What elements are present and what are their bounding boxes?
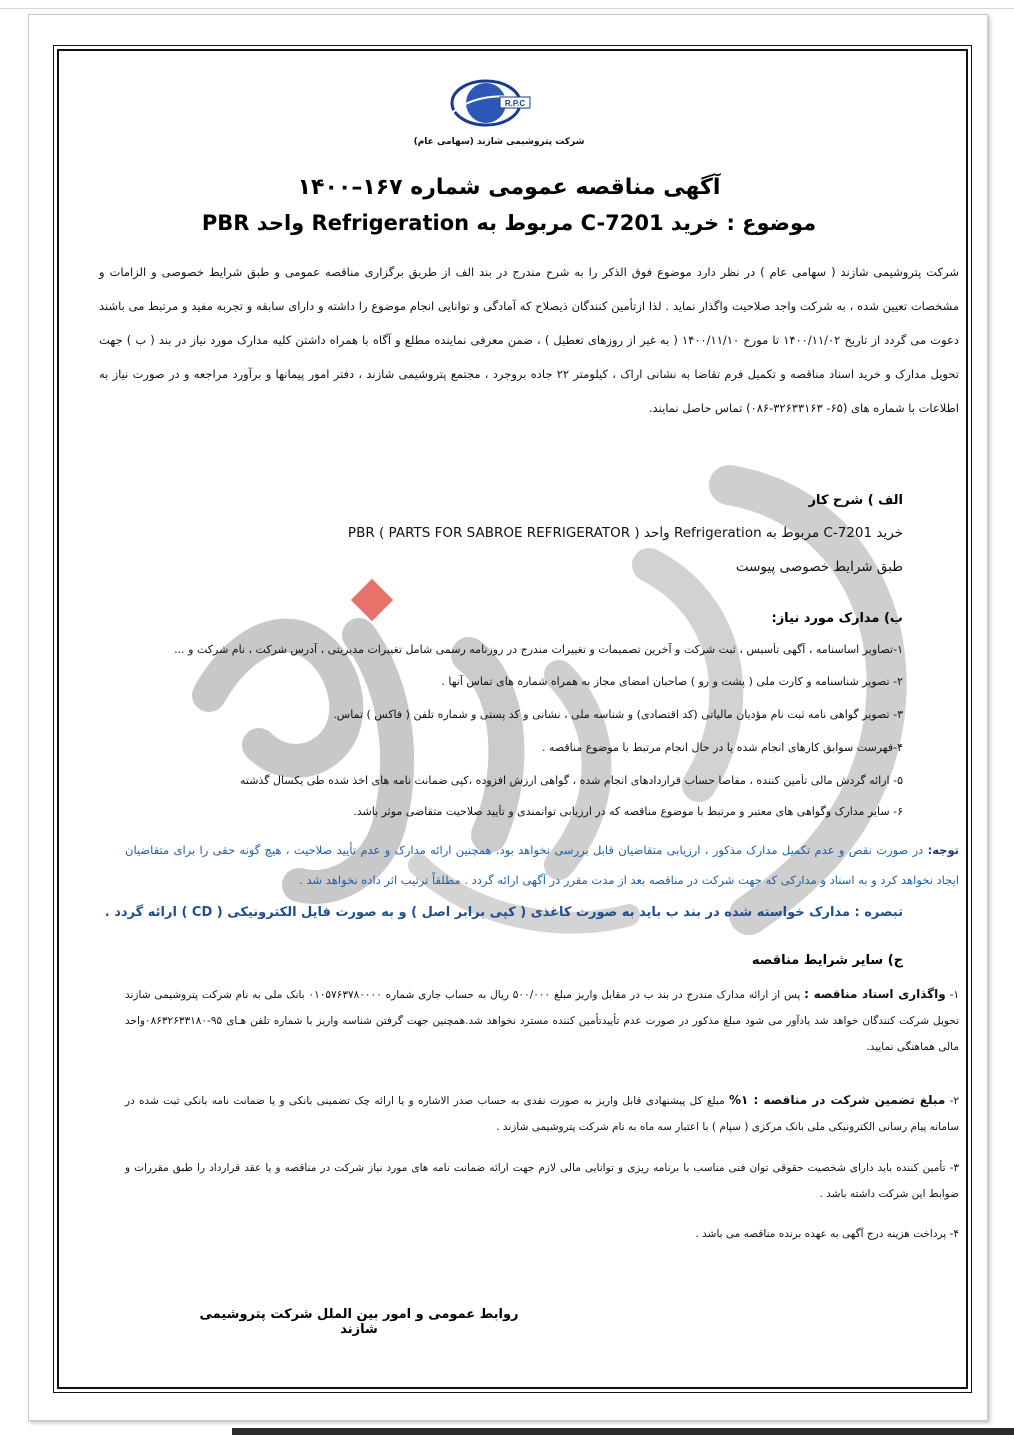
condition-label: واگذاری اسناد مناقصه : <box>804 987 946 1001</box>
attention-label: توجه: <box>927 843 959 857</box>
logo-text: R.P.C <box>504 99 526 108</box>
section-b-item: ۱-تصاویر اساسنامه ، آگهی تأسیس ، ثبت شرکت و آخرین تصمیمات و تغییرات مندرج در روزنامه رسمی شامل تغییرات مدیریتی ، آدرس شرکت ، نام شرکت و ... <box>174 643 903 656</box>
tender-subject: موضوع : خرید C-7201 مربوط به Refrigeration واحد PBR <box>201 211 817 235</box>
condition-label: مبلغ تضمین شرکت در مناقصه : ۱% <box>729 1093 946 1107</box>
condition-paragraph <box>125 981 959 1060</box>
section-a-line: خرید C-7201 مربوط به Refrigeration واحد PBR ( PARTS FOR SABROE REFRIGERATOR ) <box>347 525 903 541</box>
section-b-item: ۲- تصویر شناسنامه و کارت ملی ( پشت و رو ) صاحبان امضای مجاز به همراه شماره های تماس آنها . <box>441 675 903 688</box>
section-c-heading: ج) سایر شرایط مناقصه <box>751 953 903 968</box>
condition-text: مبلغ کل پیشنهادی قابل واریز به صورت نقدی به حساب صدر الاشاره و یا ارائه چک تضمینی بانکی و یا ضمانت نامه بانکی ثبت شده در سامانه پیام رسانی الکترونیکی ملی بانک مرکزی ( سپام ) با اعتبار سه ماه به نام شرکت پتروشیمی شازند . <box>125 1095 959 1133</box>
section-b-heading: ب) مدارک مورد نیاز: <box>771 611 903 626</box>
section-b-item: ۳- تصویر گواهی نامه ثبت نام مؤدیان مالیاتی (کد اقتصادی) و شناسه ملی ، نشانی و کد پستی و شماره تلفن ( فاکس ) تماس. <box>333 708 903 721</box>
section-b-item: ۴-فهرست سوابق کارهای انجام شده یا در حال انجام مرتبط با موضوع مناقصه . <box>541 741 903 754</box>
section-a-line: طبق شرایط خصوصی پیوست <box>735 559 903 575</box>
tabsare-note: تبصره : مدارک خواسته شده در بند ب باید به صورت کاغذی ( کپی برابر اصل ) و به صورت فایل الکترونیکی ( CD ) ارائه گردد . <box>104 905 903 920</box>
section-b-item: ۶- سایر مدارک وگواهی های معتبر و مرتبط با موضوع مناقصه که در ارزیابی توانمندی و تأیید صلاحیت متقاضی موثر باشد. <box>353 805 903 818</box>
attention-note <box>125 835 959 895</box>
logo-caption: شرکت پتروشیمی شازند (سهامی عام) <box>413 137 585 147</box>
condition-number: ۲- <box>949 1095 959 1107</box>
section-b-item: ۵- ارائه گردش مالی تأمین کننده ، مفاصا حساب قراردادهای انجام شده ، گواهی ارزش افزوده ،کپی ضمانت نامه های اخذ شده طی یکسال گذشته <box>240 774 903 787</box>
attention-text: در صورت نقص و عدم تکمیل مدارک مذکور ، ارزیابی متقاضیان قابل بررسی نخواهد بود. همچنین ارائه مدارک و عدم تأیید صلاحیت ، هیچ گونه حقی را برای متقاضیان ایجاد نخواهد کرد و به اسناد و مدارکی که جهت شرکت در مناقصه بعد از مدت مقرر در آگهی ارائه گردد . مطلقاً ترتیب اثر داده نخواهد شد . <box>125 843 959 887</box>
intro-paragraph: شرکت پتروشیمی شازند ( سهامی عام ) در نظر دارد موضوع فوق الذکر را به شرح مندرج در بند الف از طریق برگزاری مناقصه عمومی و طبق شرایط خصوصی و الزامات و مشخصات تعیین شده ، به شرکت واجد صلاحیت واگذار نماید . لذا ازتأمین کنندگان ذیصلاح که آمادگی و توانایی انجام موضوع را داشته و دارای سابقه و تجربه مفید و مرتبط می باشند دعوت می گردد از تاریخ ۱۴۰۰/۱۱/۰۲ تا مورخ ۱۴۰۰/۱۱/۱۰ ( به غیر از روزهای تعطیل ) ، ضمن معرفی نماینده مطلع و آگاه با همراه داشتن کلیه مدارک مورد نیاز در بند ( ب ) جهت تحویل مدارک و خرید اسناد مناقصه و تکمیل فرم تقاضا به نشانی اراک ، کیلومتر ۲۲ جاده بروجرد ، مجتمع پتروشیمی شازند ، دفتر امور پیمانها و برآورد مراجعه و در صورت نیاز به اطلاعات با شماره های (۶۵- ۳۲۶۳۳۱۶۳-۰۸۶) تماس حاصل نمایند. <box>99 265 960 415</box>
document-page <box>28 14 988 1421</box>
condition-paragraph <box>125 1087 959 1140</box>
section-a-heading: الف ) شرح کار <box>808 493 903 508</box>
condition-paragraph: ۳- تأمین کننده باید دارای شخصیت حقوقی توان فنی مناسب با برنامه ریزی و توانایی مالی لازم جهت ارائه ضمانت نامه های مورد نیاز شرکت در مناقصه و یا عقد قرارداد را طبق مقررات و ضوابط این شرکت داشته باشد . <box>125 1162 959 1200</box>
condition-paragraph: ۴- پرداخت هزینه درج آگهی به عهده برنده مناقصه می باشد . <box>695 1228 959 1240</box>
footer-signature: روابط عمومی و امور بین الملل شرکت پتروشیمی شازند <box>199 1307 519 1337</box>
viewer-top-bar <box>0 0 1014 9</box>
condition-number: ۱- <box>949 989 959 1001</box>
page-title: آگهی مناقصه عمومی شماره ۱۶۷–۱۴۰۰ <box>297 175 721 200</box>
condition-text: پس از ارائه مدارک مندرج در بند ب در مقابل واریز مبلغ ۵۰۰/۰۰۰ ریال به حساب جاری شماره ۰۱۰۵۷۶۳۷۸۰۰۰۰ بانک ملی به نام شرکت پتروشیمی شازند تحویل شرکت کنندگان خواهد شد یادآور می شود مبلغ مذکور در صورت عدم تأییدتأمین کننده مسترد نخواهد شد.همچنین جهت گرفتن شناسه واریز با شماره تلفن هـای ۹۵-۰۸۶۳۲۶۳۳۱۸۰واحد مالی هماهنگی نمایید. <box>125 989 959 1053</box>
viewer-bottom-bar <box>232 1428 1014 1435</box>
